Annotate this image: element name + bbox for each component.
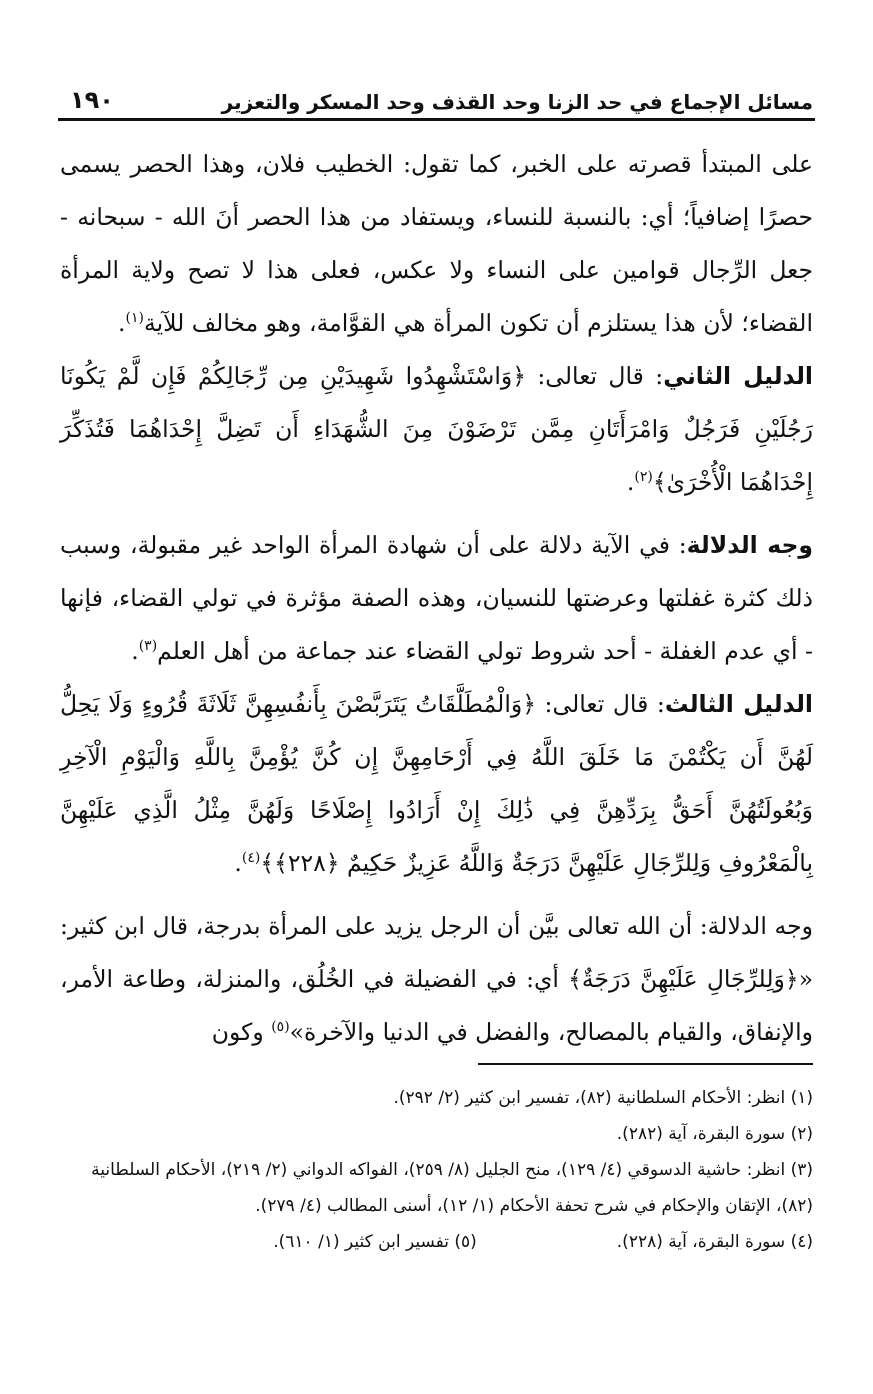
paragraph-1: [60, 138, 813, 350]
evidence-3-heading: الدليل الثالث: [664, 690, 813, 718]
evidence-2: [60, 350, 813, 509]
paragraph-1-end: .: [118, 309, 126, 337]
evidence-3: [60, 678, 813, 890]
evidence-2-intro: : قال تعالى:: [526, 362, 664, 390]
inference-1: [60, 519, 813, 678]
inference-2-verse: ﴿وَلِلرِّجَالِ عَلَيْهِنَّ دَرَجَةٌ﴾: [568, 965, 799, 993]
evidence-2-end: .: [626, 468, 635, 496]
inference-1-text: : في الآية دلالة على أن شهادة المرأة الواحد غير مقبولة، وسبب ذلك كثرة غفلتها وعرضتها للنسيان، وهذه الصفة مؤثرة في تولي القضاء، فإنها - أي عدم الغفلة - أحد شروط تولي القضاء عند جماعة من أهل العلم: [60, 531, 813, 665]
paragraph-1-text: على المبتدأ قصرته على الخبر، كما تقول: الخطيب فلان، وهذا الحصر يسمى حصرًا إضافياً؛ أي: بالنسبة للنساء، ويستفاد من هذا الحصر أنَ الله - سبحانه - جعل الرِّجال قوامين على النساء ولا عكس، فعلى هذا لا تصح ولاية المرأة القضاء؛ لأن هذا يستلزم أن تكون المرأة هي القوَّامة، وهو مخالف للآية: [60, 150, 813, 337]
evidence-3-intro: : قال تعالى:: [535, 690, 665, 718]
inference-1-heading: وجه الدلالة: [686, 531, 813, 559]
footnote-3: (٣) انظر: حاشية الدسوقي (٤/ ١٢٩)، منح الجليل (٨/ ٢٥٩)، الفواكه الدواني (٢/ ٢١٩)، الأحكام السلطانية (٨٢)، الإتقان والإحكام في شرح تحفة الأحكام (١/ ١٢)، أسنى المطالب (٤/ ٢٧٩).: [91, 1160, 813, 1216]
footnote-row: [60, 1224, 813, 1260]
evidence-3-verse: ﴿وَالْمُطَلَّقَاتُ يَتَرَبَّصْنَ بِأَنفُسِهِنَّ ثَلَاثَةَ قُرُوءٍ وَلَا يَحِلُّ لَهُنَّ أَن يَكْتُمْنَ مَا خَلَقَ اللَّهُ فِي أَرْحَامِهِنَّ إِن كُنَّ يُؤْمِنَّ بِاللَّهِ وَالْيَوْمِ الْآخِرِ وَبُعُولَتُهُنَّ أَحَقُّ بِرَدِّهِنَّ فِي ذَٰلِكَ إِنْ أَرَادُوا إِصْلَاحًا وَلَهُنَّ مِثْلُ الَّذِي عَلَيْهِنَّ بِالْمَعْرُوفِ وَلِلرِّجَالِ عَلَيْهِنَّ دَرَجَةٌ وَاللَّهُ عَزِيزٌ حَكِيمٌ ﴿٢٢٨﴾﴾: [60, 690, 813, 877]
running-title: مسائل الإجماع في حد الزنا وحد القذف وحد المسكر والتعزير: [221, 90, 813, 114]
footnote-ref-2: (٢): [634, 469, 653, 486]
footnote-5: (٥) تفسير ابن كثير (١/ ٦١٠).: [273, 1232, 477, 1252]
inference-2-text-c: وكون: [211, 1018, 272, 1046]
footnote-rule: [478, 1063, 813, 1065]
evidence-3-end: .: [234, 849, 242, 877]
footnote-ref-5: (٥): [271, 1019, 290, 1036]
evidence-2-heading: الدليل الثاني: [663, 362, 813, 390]
footnote-2: (٢) سورة البقرة، آية (٢٨٢).: [616, 1124, 813, 1144]
inference-2-text-b: أي: في الفضيلة في الخُلُق، والمنزلة، وطاعة الأمر، والإنفاق، والقيام بالمصالح، والفضل في الدنيا والآخرة»: [60, 965, 813, 1046]
evidence-2-verse: ﴿وَاسْتَشْهِدُوا شَهِيدَيْنِ مِن رِّجَالِكُمْ فَإِن لَّمْ يَكُونَا رَجُلَيْنِ فَرَجُلٌ وَامْرَأَتَانِ مِمَّن تَرْضَوْنَ مِنَ الشُّهَدَاءِ أَن تَضِلَّ إِحْدَاهُمَا فَتُذَكِّرَ إِحْدَاهُمَا الْأُخْرَىٰ﴾: [60, 362, 813, 496]
inference-1-end: .: [131, 637, 139, 665]
body-text: [60, 138, 813, 1059]
footnotes: [60, 1080, 813, 1260]
footnote-1: (١) انظر: الأحكام السلطانية (٨٢)، تفسير ابن كثير (٢/ ٢٩٢).: [393, 1088, 813, 1108]
inference-2-text-a: وجه الدلالة: أن الله تعالى بيَّن أن الرجل يزيد على المرأة بدرجة، قال ابن كثير: «: [60, 912, 813, 993]
spacer: [60, 509, 813, 519]
header-rule: [58, 118, 815, 121]
footnote-ref-4: (٤): [241, 850, 261, 867]
page-header: [60, 74, 813, 114]
footnote-ref-3: (٣): [138, 638, 158, 655]
inference-2: [60, 900, 813, 1059]
page-number: ١٩٠: [70, 86, 114, 114]
footnote-4: (٤) سورة البقرة، آية (٢٢٨).: [616, 1232, 813, 1252]
spacer: [60, 890, 813, 900]
footnote-ref-1: (١): [125, 310, 144, 327]
